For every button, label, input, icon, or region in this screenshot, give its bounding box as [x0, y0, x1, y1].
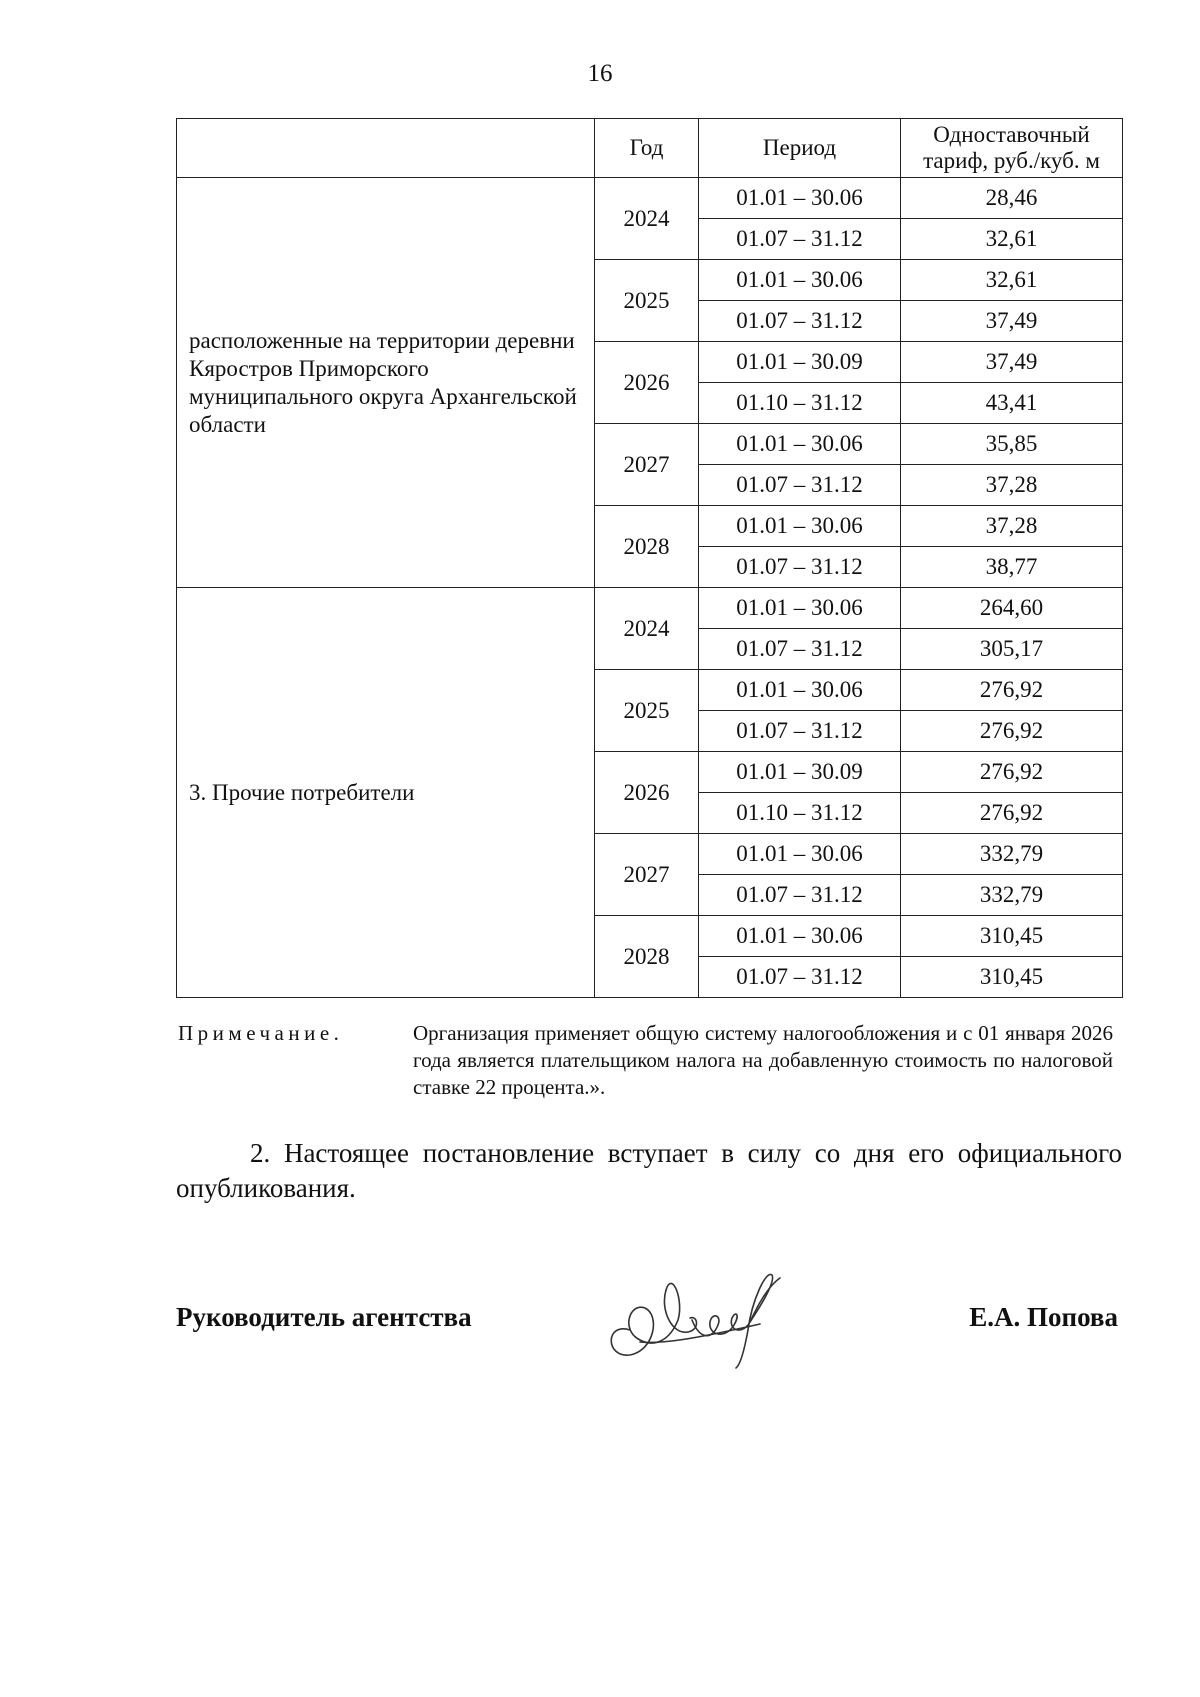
tariff-cell: 37,28 — [901, 506, 1123, 547]
consumer-cell: 3. Прочие потребители — [177, 588, 595, 998]
period-cell: 01.01 – 30.09 — [699, 752, 901, 793]
year-cell: 2027 — [595, 834, 699, 916]
tariff-cell: 276,92 — [901, 670, 1123, 711]
tariff-table-body — [177, 178, 1123, 998]
tariff-cell: 43,41 — [901, 383, 1123, 424]
period-cell: 01.07 – 31.12 — [699, 465, 901, 506]
tariff-cell: 310,45 — [901, 916, 1123, 957]
tariff-cell: 276,92 — [901, 752, 1123, 793]
year-cell: 2024 — [595, 178, 699, 260]
period-cell: 01.01 – 30.06 — [699, 260, 901, 301]
period-cell: 01.01 – 30.06 — [699, 424, 901, 465]
period-cell: 01.01 – 30.06 — [699, 178, 901, 219]
signatory-name: Е.А. Попова — [969, 1302, 1118, 1332]
table-row — [177, 588, 1123, 629]
header-consumer — [177, 119, 595, 178]
tariff-cell: 332,79 — [901, 875, 1123, 916]
header-tariff: Одноставочный тариф, руб./куб. м — [901, 119, 1123, 178]
period-cell: 01.07 – 31.12 — [699, 629, 901, 670]
header-period: Период — [699, 119, 901, 178]
tariff-cell: 305,17 — [901, 629, 1123, 670]
period-cell: 01.07 – 31.12 — [699, 711, 901, 752]
period-cell: 01.01 – 30.06 — [699, 506, 901, 547]
tariff-cell: 28,46 — [901, 178, 1123, 219]
tariff-cell: 276,92 — [901, 711, 1123, 752]
note-label: Примечание. — [178, 1021, 344, 1045]
year-cell: 2026 — [595, 752, 699, 834]
signatory-title: Руководитель агентства — [176, 1302, 472, 1332]
tariff-cell: 276,92 — [901, 793, 1123, 834]
period-cell: 01.07 – 31.12 — [699, 301, 901, 342]
consumer-cell: расположенные на территории деревни Кяростров Приморского муниципального округа Архангельской области — [177, 178, 595, 588]
period-cell: 01.10 – 31.12 — [699, 383, 901, 424]
tariff-cell: 264,60 — [901, 588, 1123, 629]
year-cell: 2027 — [595, 424, 699, 506]
tariff-cell: 32,61 — [901, 260, 1123, 301]
tariff-cell: 37,49 — [901, 342, 1123, 383]
period-cell: 01.07 – 31.12 — [699, 219, 901, 260]
period-cell: 01.01 – 30.06 — [699, 916, 901, 957]
tariff-cell: 35,85 — [901, 424, 1123, 465]
note-text: Организация применяет общую систему налогообложения и с 01 января 2026 года является плательщиком налога на добавленную стоимость по налоговой ставке 22 процента.». — [413, 1021, 1113, 1099]
tariff-cell: 310,45 — [901, 957, 1123, 998]
tariff-cell: 37,49 — [901, 301, 1123, 342]
tariff-cell: 332,79 — [901, 834, 1123, 875]
table-row — [177, 178, 1123, 219]
effective-date-paragraph: 2. Настоящее постановление вступает в силу со дня его официального опубликования. — [176, 1138, 1122, 1203]
period-cell: 01.07 – 31.12 — [699, 547, 901, 588]
period-cell: 01.01 – 30.06 — [699, 670, 901, 711]
year-cell: 2026 — [595, 342, 699, 424]
tariff-cell: 38,77 — [901, 547, 1123, 588]
period-cell: 01.01 – 30.06 — [699, 588, 901, 629]
year-cell: 2028 — [595, 506, 699, 588]
period-cell: 01.01 – 30.09 — [699, 342, 901, 383]
tariff-table — [176, 118, 1123, 998]
year-cell: 2024 — [595, 588, 699, 670]
year-cell: 2028 — [595, 916, 699, 998]
year-cell: 2025 — [595, 260, 699, 342]
table-header-row — [177, 119, 1123, 178]
handwritten-signature — [600, 1260, 800, 1370]
year-cell: 2025 — [595, 670, 699, 752]
tariff-cell: 37,28 — [901, 465, 1123, 506]
header-year: Год — [595, 119, 699, 178]
period-cell: 01.10 – 31.12 — [699, 793, 901, 834]
page-number: 16 — [587, 60, 613, 87]
period-cell: 01.07 – 31.12 — [699, 875, 901, 916]
tariff-cell: 32,61 — [901, 219, 1123, 260]
period-cell: 01.01 – 30.06 — [699, 834, 901, 875]
period-cell: 01.07 – 31.12 — [699, 957, 901, 998]
